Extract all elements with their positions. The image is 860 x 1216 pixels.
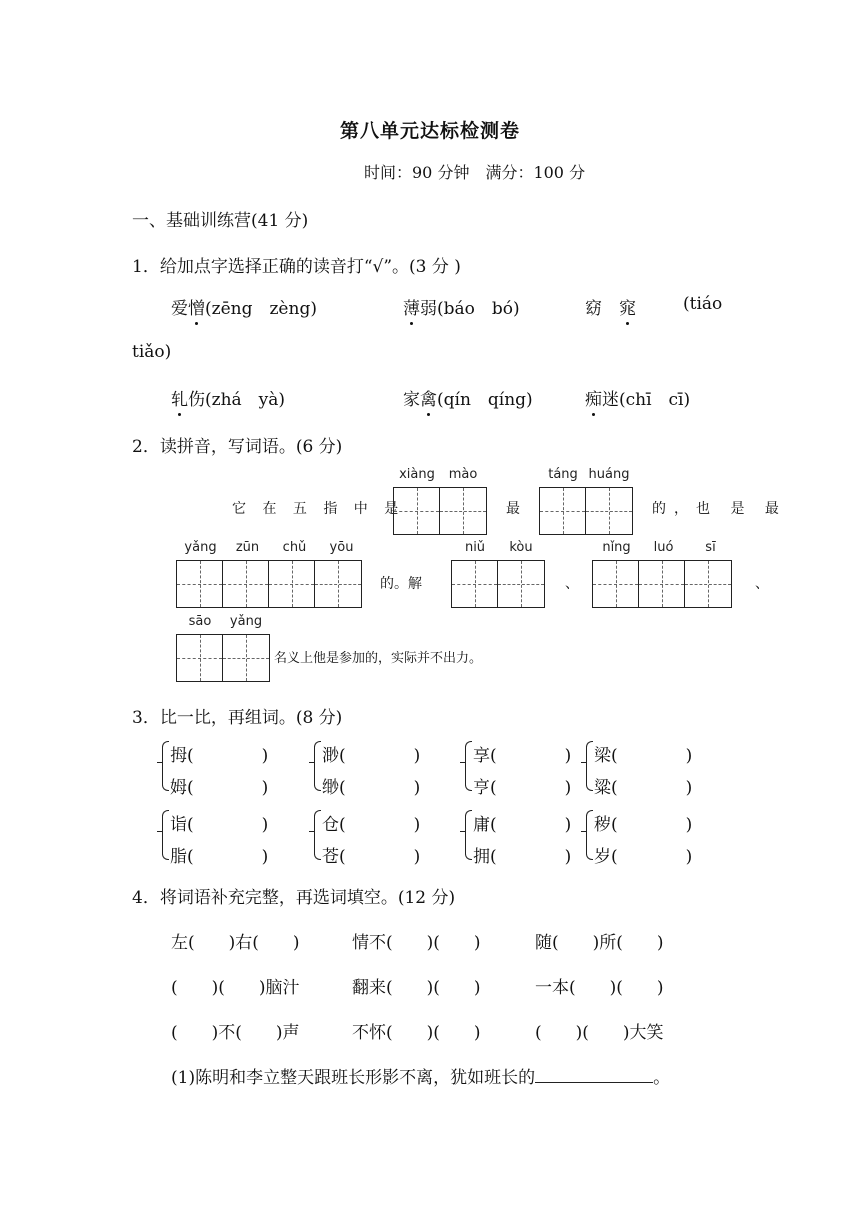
word-blank[interactable]: 拇( ) [170, 746, 269, 766]
pinyin-row: xiàng mào [399, 467, 478, 482]
idiom-blank[interactable]: 左( )右( ) [171, 933, 300, 953]
word-blank[interactable]: 诣( ) [170, 815, 269, 835]
section-heading: 一、基础训练营(41 分) [132, 211, 309, 231]
idiom-blank[interactable]: ( )( )大笑 [535, 1023, 664, 1043]
q2-text: 、 [755, 576, 769, 592]
word-blank[interactable]: 苍( ) [322, 847, 421, 867]
q1-item-pinyin: (tiáo [683, 294, 723, 314]
word-blank[interactable]: 缈( ) [322, 778, 421, 798]
q3-heading: 3．比一比，再组词。(8 分) [132, 708, 343, 728]
word-blank[interactable]: 梁( ) [594, 746, 693, 766]
writing-grid[interactable] [539, 487, 633, 535]
q1-item: 家禽(qín qíng) [403, 385, 533, 410]
idiom-blank[interactable]: ( )( )脑汁 [171, 978, 300, 998]
idiom-blank[interactable]: 随( )所( ) [535, 933, 664, 953]
pinyin-row: nǐng luó sī [602, 540, 716, 555]
idiom-blank[interactable]: 不怀( )( ) [352, 1023, 481, 1043]
pinyin-row: niǔ kòu [464, 540, 533, 555]
pinyin-row: sāo yǎng [188, 614, 263, 629]
idiom-blank[interactable]: 情不( )( ) [352, 933, 481, 953]
q2-text: 的，也 是 最 [652, 501, 787, 517]
q1-item: 薄弱(báo bó) [403, 294, 520, 319]
q1-item: 轧伤(zhá yà) [171, 385, 285, 410]
writing-grid[interactable] [176, 634, 270, 682]
idiom-blank[interactable]: ( )不( )声 [171, 1023, 300, 1043]
pinyin-row: yǎng zūn chǔ yōu [184, 540, 354, 555]
idiom-blank[interactable]: 翻来( )( ) [352, 978, 481, 998]
idiom-blank[interactable]: 一本( )( ) [535, 978, 664, 998]
word-blank[interactable]: 脂( ) [170, 847, 269, 867]
word-blank[interactable]: 姆( ) [170, 778, 269, 798]
q2-text: 最 [506, 501, 520, 517]
writing-grid[interactable] [176, 560, 362, 608]
word-blank[interactable]: 亨( ) [473, 778, 572, 798]
q2-text: 名义上他是参加的，实际并不出力。 [274, 651, 483, 666]
q1-item: 痴迷(chī cī) [585, 385, 690, 410]
pinyin-row: táng huáng [548, 467, 630, 482]
q4-heading: 4．将词语补充完整，再选词填空。(12 分) [132, 888, 456, 908]
word-blank[interactable]: 渺( ) [322, 746, 421, 766]
page-title: 第八单元达标检测卷 [339, 120, 520, 142]
exam-info: 时间：90 分钟 满分：100 分 [364, 163, 586, 182]
q2-text: 的。解 [380, 576, 422, 592]
q1-heading: 1．给加点字选择正确的读音打“√”。(3 分 ) [132, 257, 461, 277]
q1-item-pinyin-cont: tiǎo) [132, 342, 172, 362]
writing-grid[interactable] [451, 560, 545, 608]
q2-text: 它 在 五 指 中 是 [232, 501, 405, 517]
q1-item: 爱憎(zēng zèng) [171, 294, 317, 319]
answer-blank[interactable] [535, 1066, 653, 1083]
q1-item: 窈 窕 [585, 294, 636, 319]
fill-sentence: (1)陈明和李立整天跟班长形影不离，犹如班长的 。 [171, 1068, 671, 1088]
writing-grid[interactable] [592, 560, 732, 608]
word-blank[interactable]: 秽( ) [594, 815, 693, 835]
writing-grid[interactable] [393, 487, 487, 535]
word-blank[interactable]: 仓( ) [322, 815, 421, 835]
word-blank[interactable]: 岁( ) [594, 847, 693, 867]
word-blank[interactable]: 享( ) [473, 746, 572, 766]
word-blank[interactable]: 拥( ) [473, 847, 572, 867]
word-blank[interactable]: 粱( ) [594, 778, 693, 798]
q2-text: 、 [565, 576, 579, 592]
word-blank[interactable]: 庸( ) [473, 815, 572, 835]
q2-heading: 2．读拼音，写词语。(6 分) [132, 437, 343, 457]
